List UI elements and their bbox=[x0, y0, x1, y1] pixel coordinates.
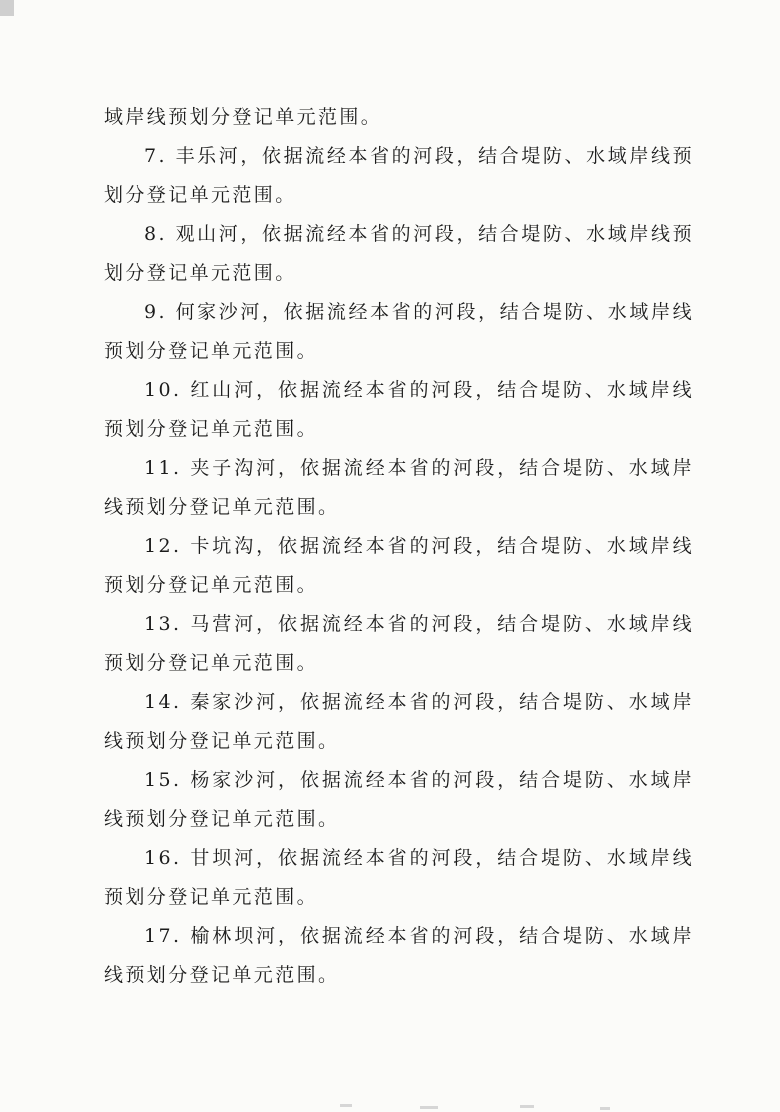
paragraph-item-7: 7. 丰乐河，依据流经本省的河段，结合堤防、水域岸线预划分登记单元范围。 bbox=[104, 145, 695, 206]
scan-speck bbox=[340, 1104, 352, 1107]
paragraph-item-14: 14. 秦家沙河，依据流经本省的河段，结合堤防、水域岸线预划分登记单元范围。 bbox=[104, 691, 694, 752]
paragraph-item-9: 9. 何家沙河，依据流经本省的河段，结合堤防、水域岸线预划分登记单元范围。 bbox=[104, 301, 695, 362]
scan-artifacts bbox=[0, 1092, 780, 1112]
paragraph-item-16: 16. 甘坝河，依据流经本省的河段，结合堤防、水域岸线预划分登记单元范围。 bbox=[104, 847, 694, 908]
document-body bbox=[104, 98, 694, 995]
paragraph-item-11: 11. 夹子沟河，依据流经本省的河段，结合堤防、水域岸线预划分登记单元范围。 bbox=[104, 457, 694, 518]
paragraph-item-12: 12. 卡坑沟，依据流经本省的河段，结合堤防、水域岸线预划分登记单元范围。 bbox=[104, 535, 694, 596]
scan-speck bbox=[600, 1107, 610, 1110]
paragraph-item-17: 17. 榆林坝河，依据流经本省的河段，结合堤防、水域岸线预划分登记单元范围。 bbox=[104, 925, 694, 986]
paragraph-item-13: 13. 马营河，依据流经本省的河段，结合堤防、水域岸线预划分登记单元范围。 bbox=[104, 613, 694, 674]
paragraph-item-10: 10. 红山河，依据流经本省的河段，结合堤防、水域岸线预划分登记单元范围。 bbox=[104, 379, 694, 440]
scan-speck bbox=[520, 1105, 534, 1108]
paragraph-item-8: 8. 观山河，依据流经本省的河段，结合堤防、水域岸线预划分登记单元范围。 bbox=[104, 223, 695, 284]
scan-speck bbox=[420, 1106, 438, 1109]
scan-corner-mark bbox=[0, 0, 14, 16]
paragraph-continuation: 域岸线预划分登记单元范围。 bbox=[104, 106, 383, 128]
paragraph-item-15: 15. 杨家沙河，依据流经本省的河段，结合堤防、水域岸线预划分登记单元范围。 bbox=[104, 769, 694, 830]
